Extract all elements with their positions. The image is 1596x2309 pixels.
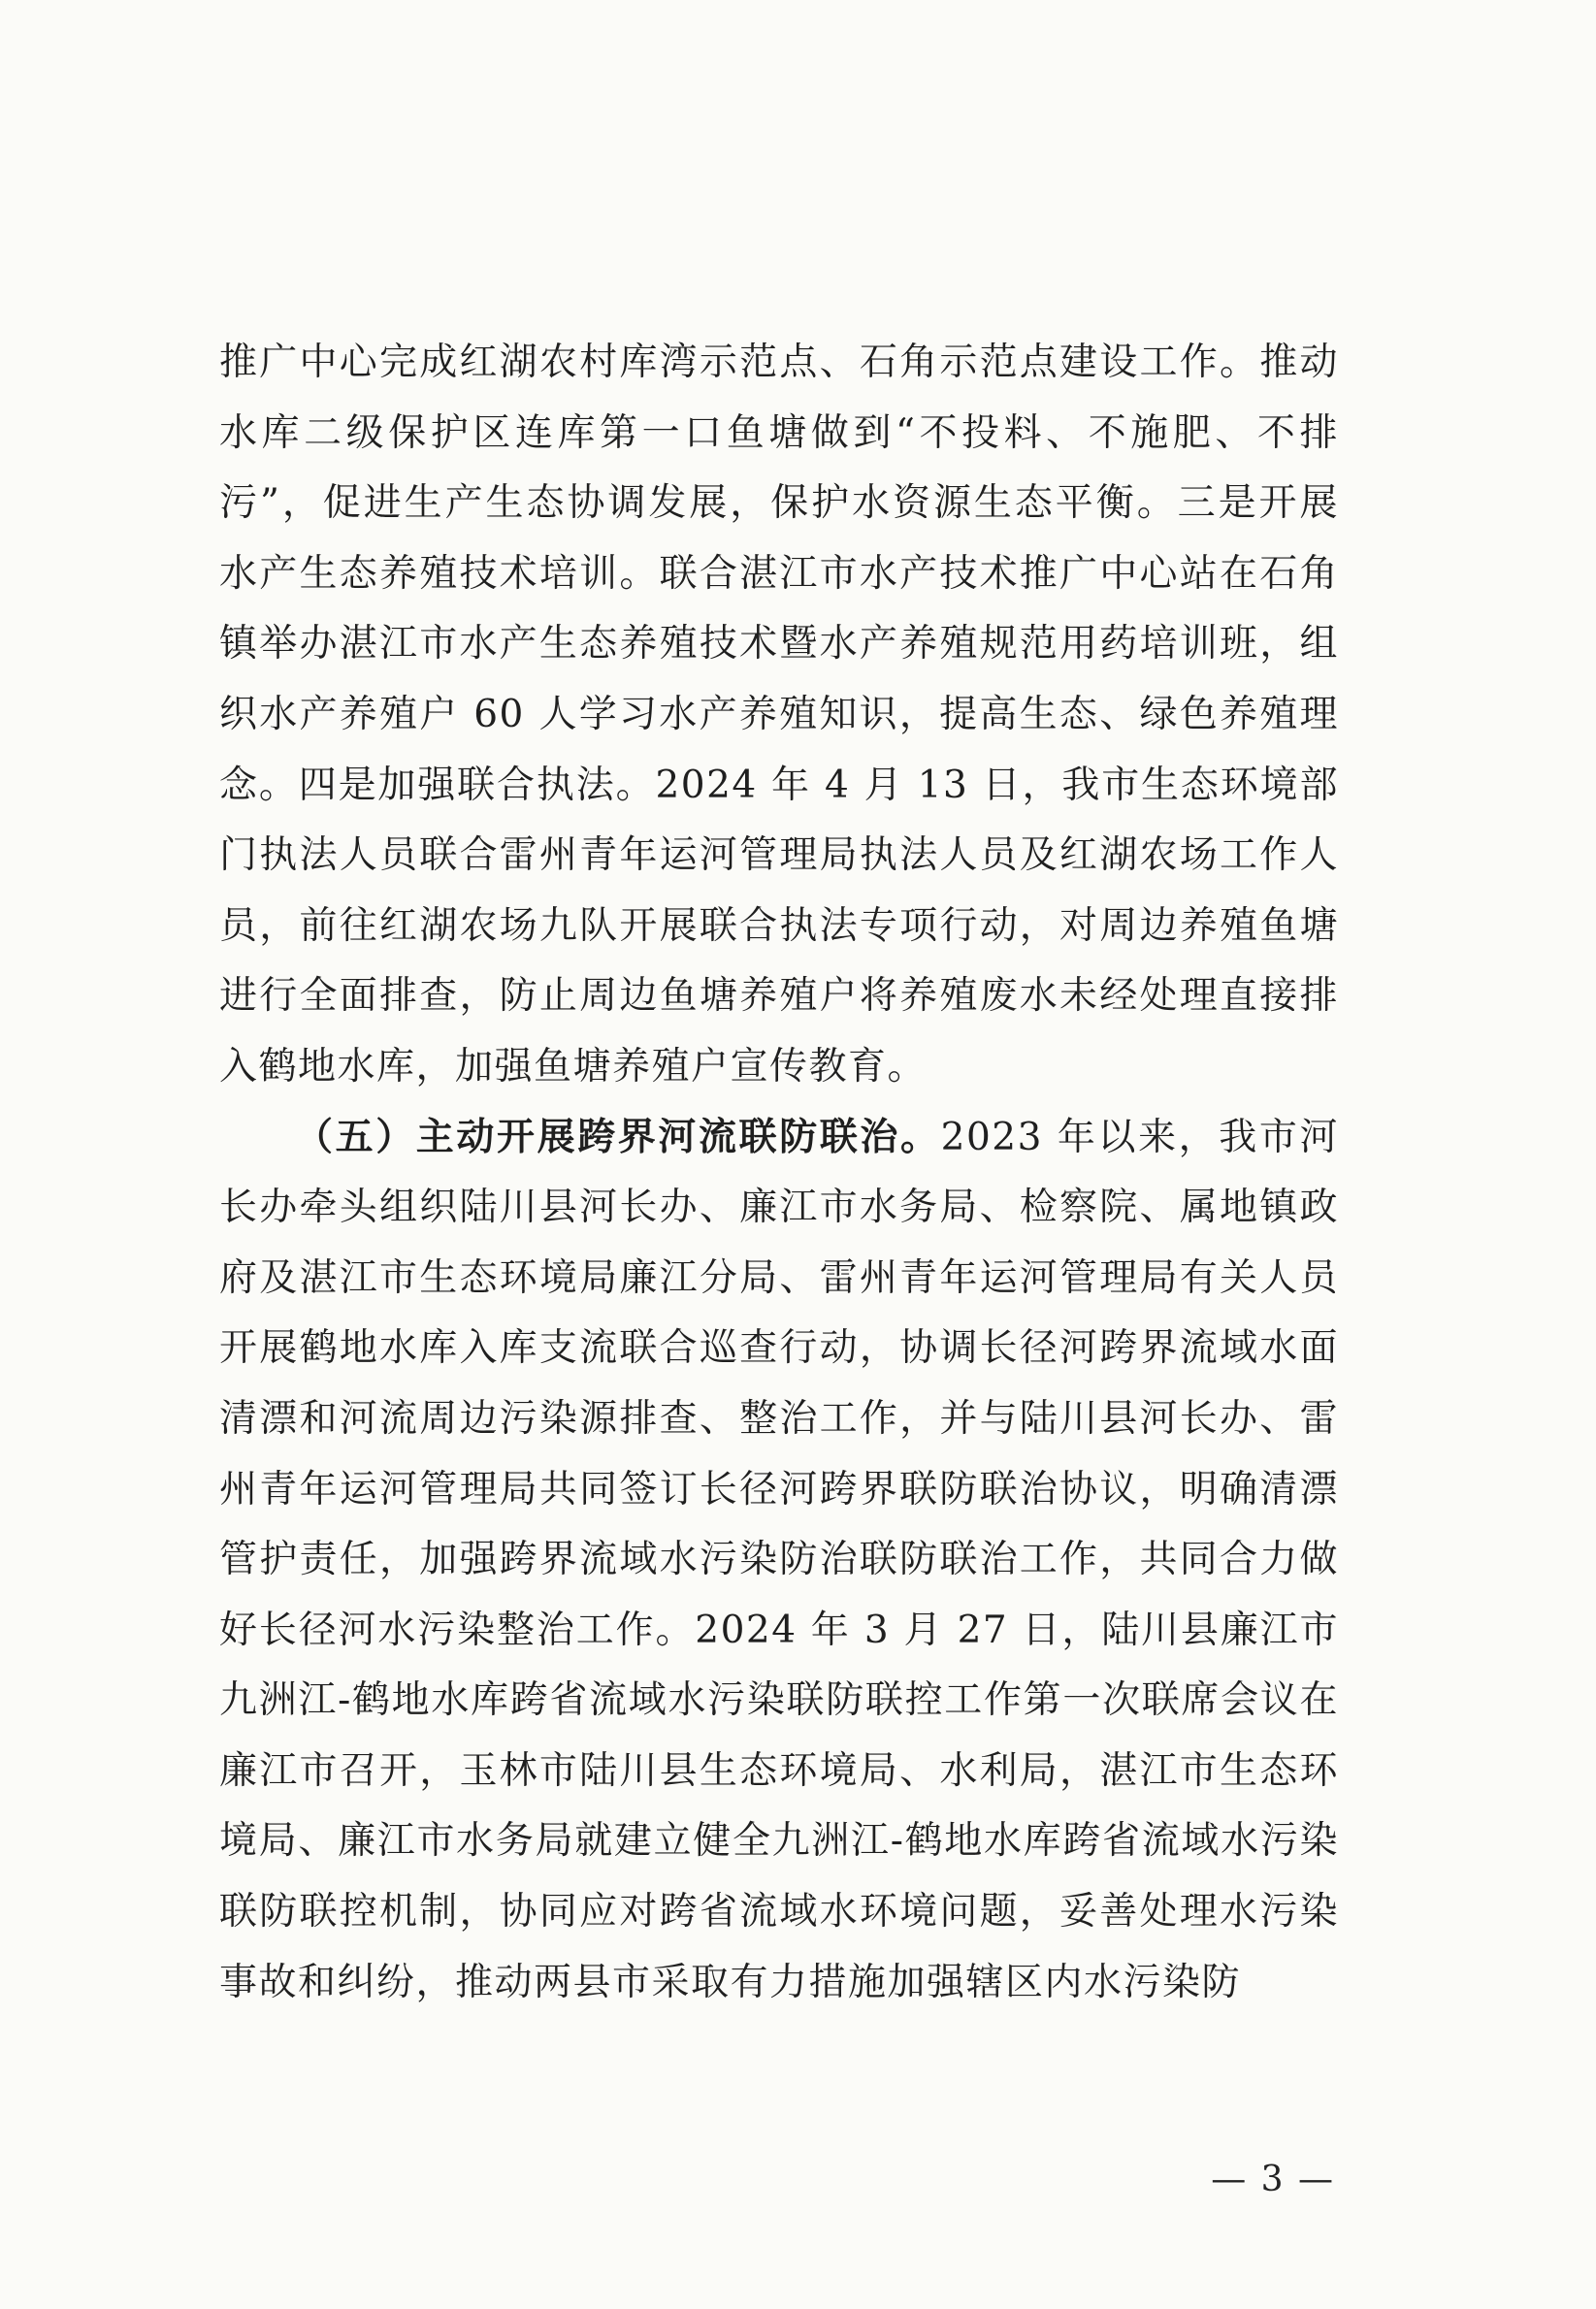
paragraph-continued: 推广中心完成红湖农村库湾示范点、石角示范点建设工作。推动水库二级保护区连库第一口鱼塘做到“不投料、不施肥、不排污”，促进生产生态协调发展，保护水资源生态平衡。三是开展水产生态养殖技术培训。联合湛江市水产技术推广中心站在石角镇举办湛江市水产生态养殖技术暨水产养殖规范用药培训班，组织水产养殖户 60 人学习水产养殖知识，提高生态、绿色养殖理念。四是加强联合执法。2024 年 4 月 13 日，我市生态环境部门执法人员联合雷州青年运河管理局执法人员及红湖农场工作人员，前往红湖农场九队开展联合执法专项行动，对周边养殖鱼塘进行全面排查，防止周边鱼塘养殖户将养殖废水未经处理直接排入鹤地水库，加强鱼塘养殖户宣传教育。	[219, 341, 1339, 1089]
paragraph-cross-border	[219, 1103, 1339, 2019]
page-number: — 3 —	[1211, 2160, 1335, 2199]
section-heading: （五）主动开展跨界河流联防联治。	[295, 1115, 941, 1159]
paragraph-cross-border-body: 2023 年以来，我市河长办牵头组织陆川县河长办、廉江市水务局、检察院、属地镇政府及湛江市生态环境局廉江分局、雷州青年运河管理局有关人员开展鹤地水库入库支流联合巡查行动，协调长径河跨界流域水面清漂和河流周边污染源排查、整治工作，并与陆川县河长办、雷州青年运河管理局共同签订长径河跨界联防联治协议，明确清漂管护责任，加强跨界流域水污染防治联防联治工作，共同合力做好长径河水污染整治工作。2024 年 3 月 27 日，陆川县廉江市九洲江-鹤地水库跨省流域水污染联防联控工作第一次联席会议在廉江市召开，玉林市陆川县生态环境局、水利局，湛江市生态环境局、廉江市水务局就建立健全九洲江-鹤地水库跨省流域水污染联防联控机制，协同应对跨省流域水环境问题，妥善处理水污染事故和纠纷，推动两县市采取有力措施加强辖区内水污染防	[219, 1115, 1339, 2004]
document-body	[219, 328, 1339, 2018]
